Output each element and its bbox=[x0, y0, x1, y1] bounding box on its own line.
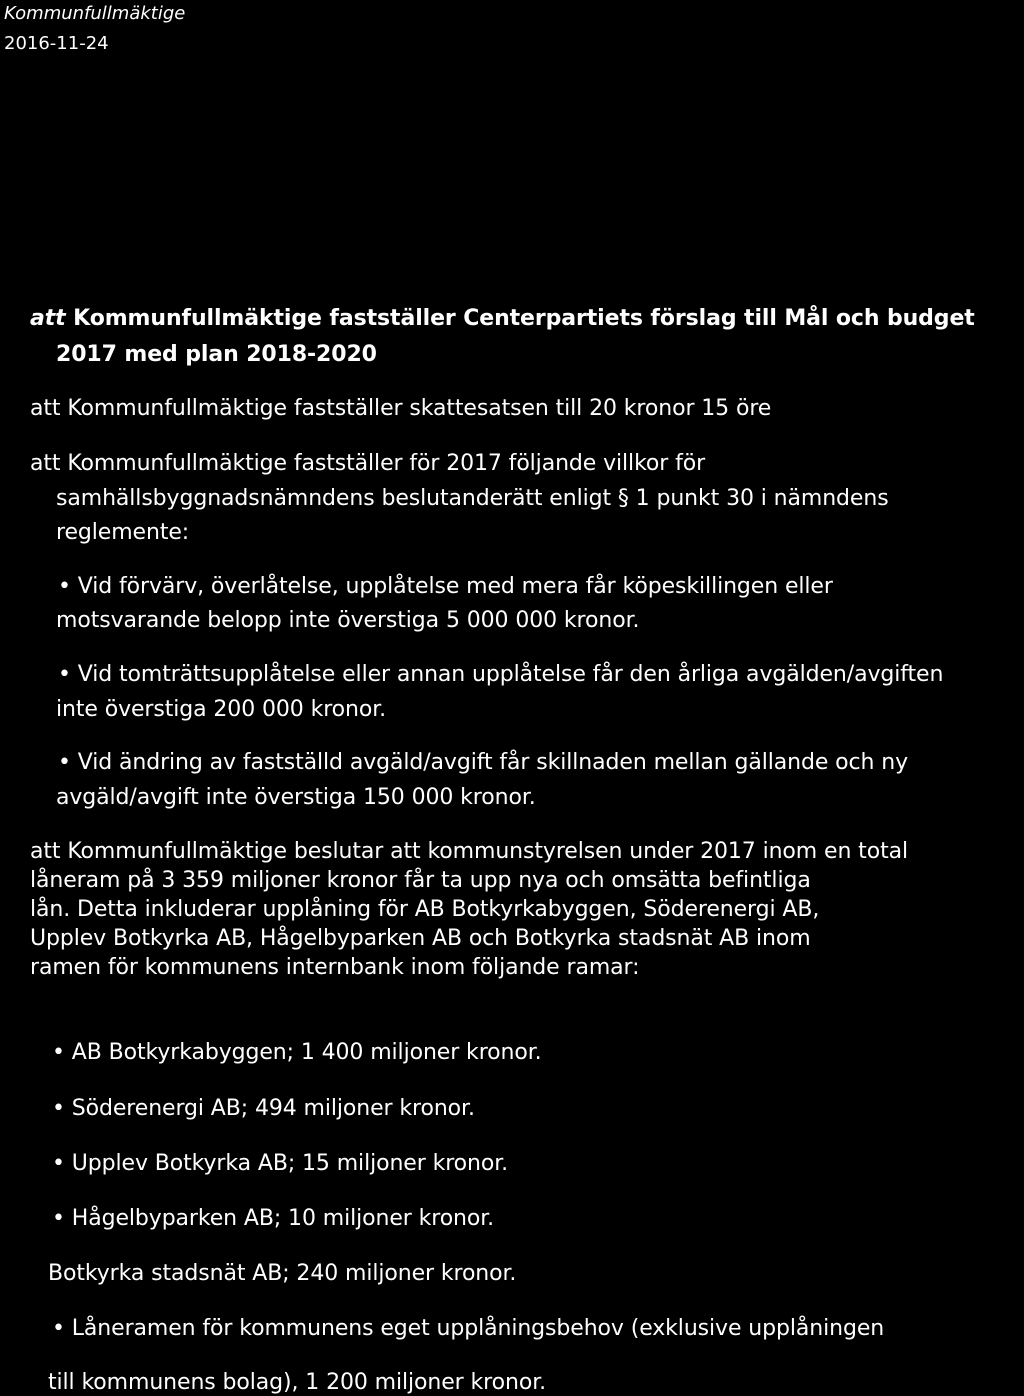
decision-1-line-1 bbox=[30, 306, 975, 332]
loan-frame-own-line-2: till kommunens bolag), 1 200 miljoner kronor. bbox=[48, 1370, 547, 1395]
loan-frame-upplev-botkyrka: • Upplev Botkyrka AB; 15 miljoner kronor. bbox=[52, 1151, 509, 1176]
bullet-2-line-2: inte överstiga 200 000 kronor. bbox=[56, 697, 387, 722]
decision-4-line-1: att Kommunfullmäktige beslutar att kommunstyrelsen under 2017 inom en total bbox=[30, 839, 908, 864]
header-org: Kommunfullmäktige bbox=[4, 3, 186, 24]
decision-1-text: Kommunfullmäktige fastställer Centerpartiets förslag till Mål och budget bbox=[73, 306, 975, 331]
decision-3-line-2: samhällsbyggnadsnämndens beslutanderätt enligt § 1 punkt 30 i nämndens bbox=[56, 486, 889, 511]
decision-4-line-3: lån. Detta inkluderar upplåning för AB Botkyrkabyggen, Söderenergi AB, bbox=[30, 897, 820, 922]
loan-frame-stadsnat: Botkyrka stadsnät AB; 240 miljoner kronor. bbox=[48, 1261, 517, 1286]
decision-3-line-1: att Kommunfullmäktige fastställer för 2017 följande villkor för bbox=[30, 451, 706, 476]
decision-4-line-2: låneram på 3 359 miljoner kronor får ta upp nya och omsätta befintliga bbox=[30, 868, 811, 893]
bullet-3-line-2: avgäld/avgift inte överstiga 150 000 kronor. bbox=[56, 785, 536, 810]
loan-frame-hagelbyparken: • Hågelbyparken AB; 10 miljoner kronor. bbox=[52, 1206, 495, 1231]
att-keyword: att bbox=[30, 306, 66, 331]
bullet-1-line-2: motsvarande belopp inte överstiga 5 000 000 kronor. bbox=[56, 608, 640, 633]
loan-frame-botkyrkabyggen: • AB Botkyrkabyggen; 1 400 miljoner kronor. bbox=[52, 1040, 542, 1065]
header-date: 2016-11-24 bbox=[4, 33, 109, 54]
decision-3-line-3: reglemente: bbox=[56, 520, 190, 545]
decision-2: att Kommunfullmäktige fastställer skattesatsen till 20 kronor 15 öre bbox=[30, 396, 772, 421]
bullet-3-line-1: • Vid ändring av fastställd avgäld/avgift får skillnaden mellan gällande och ny bbox=[58, 750, 909, 775]
loan-frame-soderenergi: • Söderenergi AB; 494 miljoner kronor. bbox=[52, 1096, 475, 1121]
bullet-1-line-1: • Vid förvärv, överlåtelse, upplåtelse med mera får köpeskillingen eller bbox=[58, 574, 833, 599]
loan-frame-own-line-1: • Låneramen för kommunens eget upplåningsbehov (exklusive upplåningen bbox=[52, 1316, 885, 1341]
decision-1-line-2: 2017 med plan 2018-2020 bbox=[56, 342, 377, 367]
bullet-2-line-1: • Vid tomträttsupplåtelse eller annan upplåtelse får den årliga avgälden/avgiften bbox=[58, 662, 944, 687]
decision-4-line-5: ramen för kommunens internbank inom följande ramar: bbox=[30, 955, 640, 980]
decision-4-line-4: Upplev Botkyrka AB, Hågelbyparken AB och Botkyrka stadsnät AB inom bbox=[30, 926, 811, 951]
